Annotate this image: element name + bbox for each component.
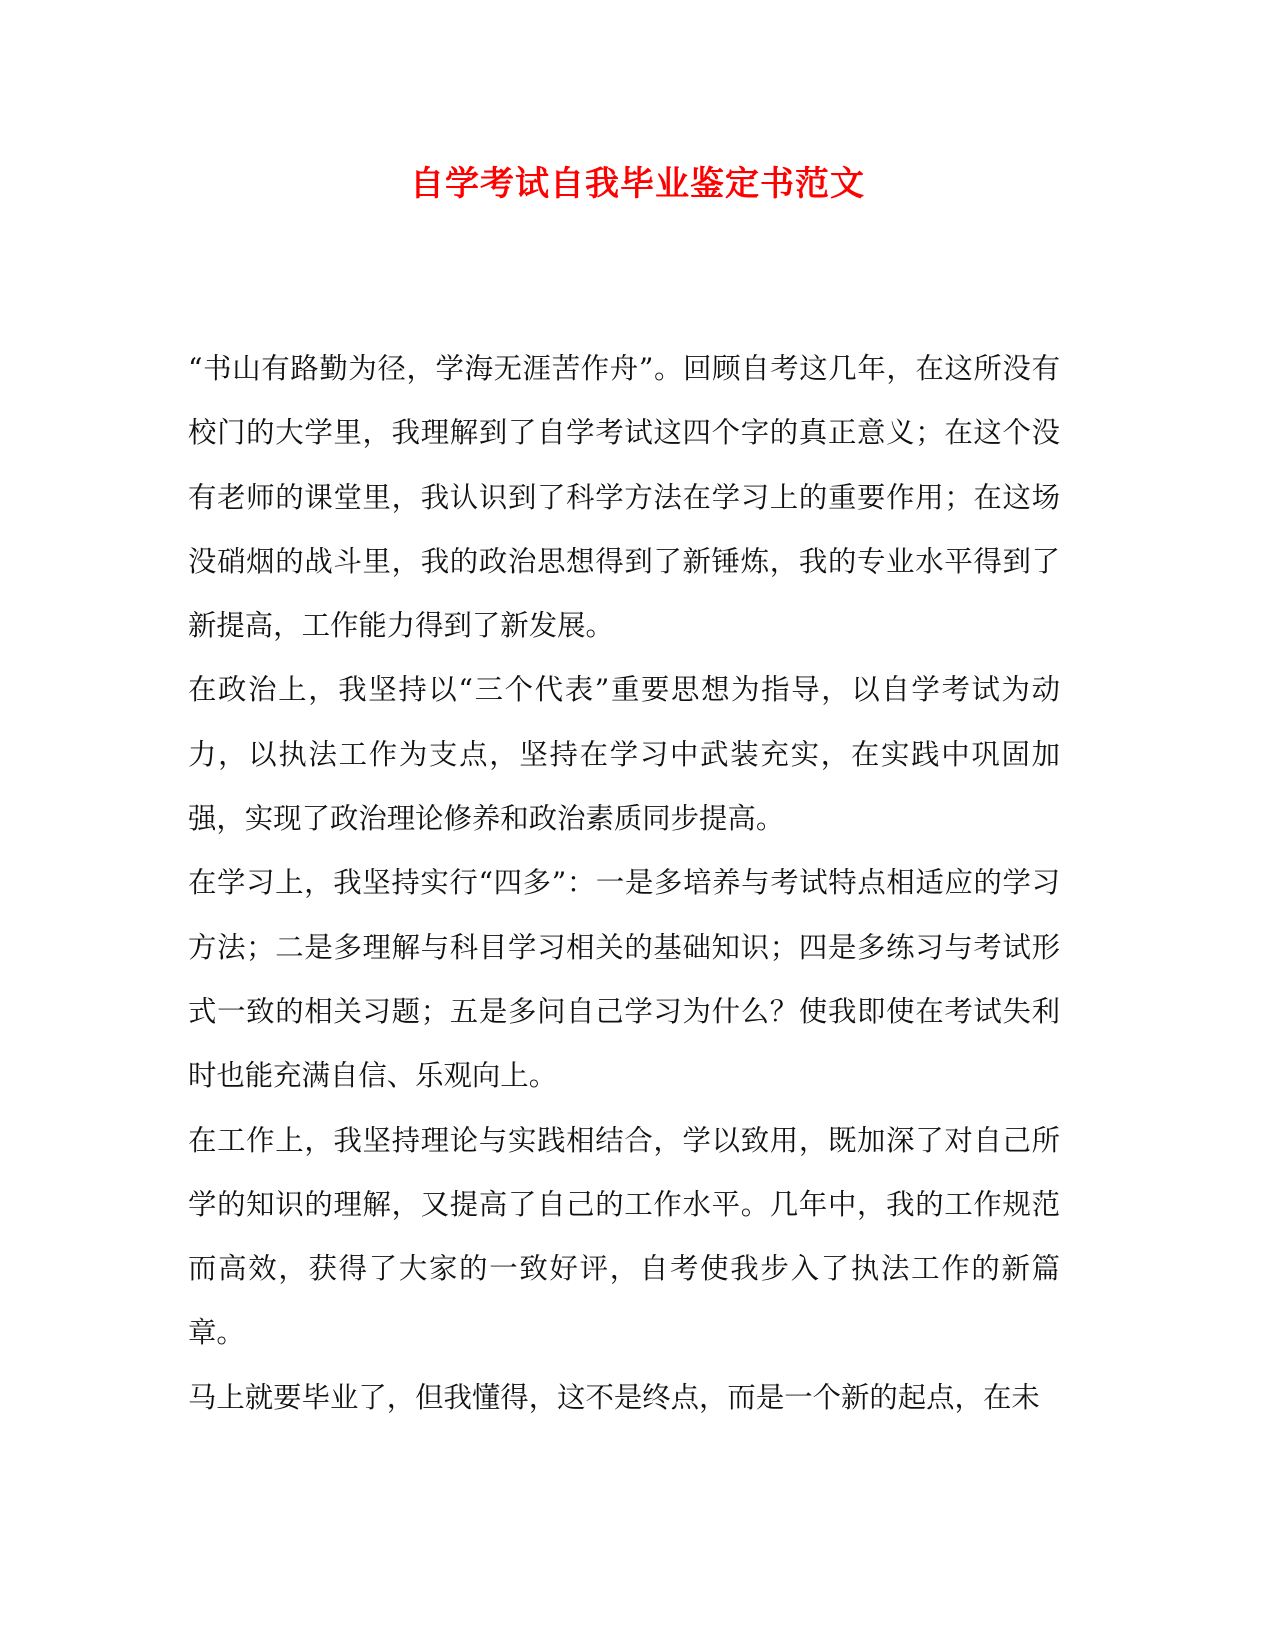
paragraph-work: 在工作上，我坚持理论与实践相结合，学以致用，既加深了对自己所学的知识的理解，又提高了自己的工作水平。几年中，我的工作规范而高效，获得了大家的一致好评，自考使我步入了执法工作的新篇章。: [188, 1123, 1060, 1350]
paragraph-graduation: 马上就要毕业了，但我懂得，这不是终点，而是一个新的起点，在未: [188, 1380, 1040, 1414]
paragraph-politics: 在政治上，我坚持以“三个代表”重要思想为指导，以自学考试为动力，以执法工作为支点，坚持在学习中武装充实，在实践中巩固加强，实现了政治理论修养和政治素质同步提高。: [188, 673, 1060, 836]
paragraph-study: 在学习上，我坚持实行“四多”：一是多培养与考试特点相适应的学习方法；二是多理解与科目学习相关的基础知识；四是多练习与考试形式一致的相关习题；五是多问自己学习为什么？使我即使在考试失利时也能充满自信、乐观向上。: [188, 866, 1060, 1093]
paragraph-intro: “书山有路勤为径，学海无涯苦作舟”。回顾自考这几年，在这所没有校门的大学里，我理解到了自学考试这四个字的真正意义；在这个没有老师的课堂里，我认识到了科学方法在学习上的重要作用；在这场没硝烟的战斗里，我的政治思想得到了新锤炼，我的专业水平得到了新提高，工作能力得到了新发展。: [188, 352, 1060, 643]
document-body: [188, 337, 1060, 1430]
document-title: 自学考试自我毕业鉴定书范文: [410, 164, 865, 204]
